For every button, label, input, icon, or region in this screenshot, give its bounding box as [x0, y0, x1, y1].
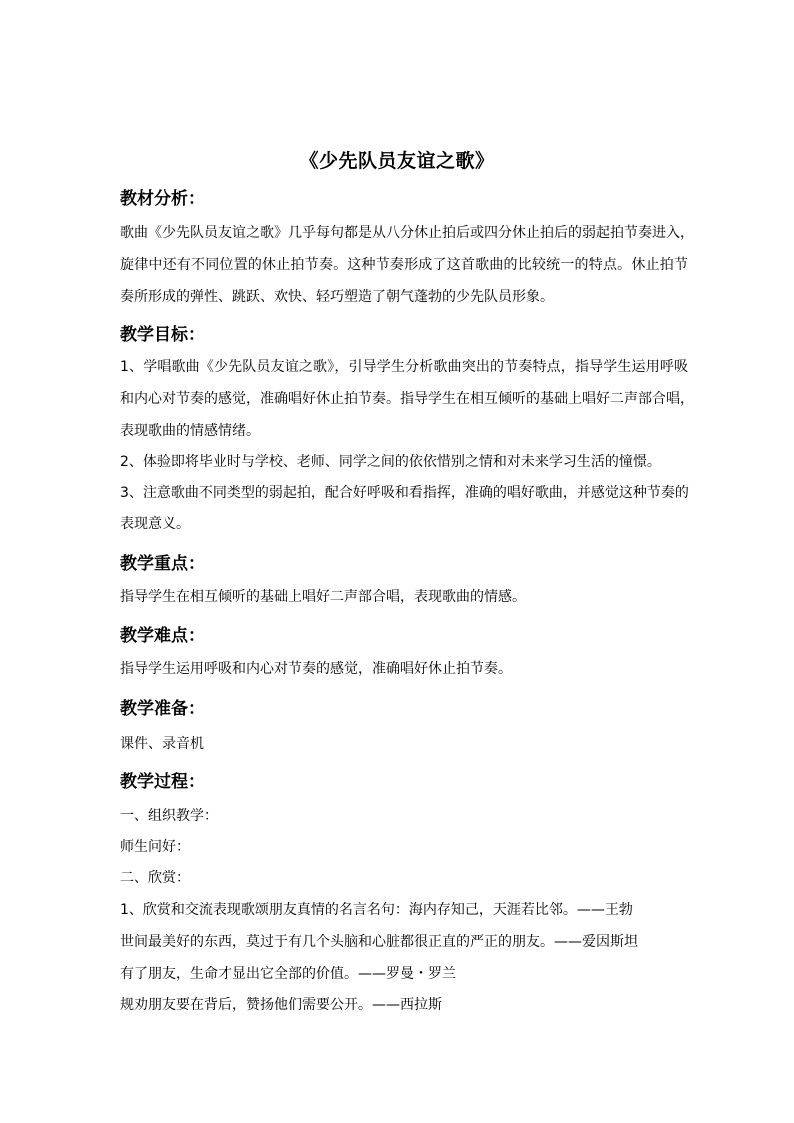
analysis-line-1: 歌曲《少先队员友谊之歌》几乎每句都是从八分休止拍后或四分休止拍后的弱起拍节奏进入， — [120, 225, 694, 241]
process-line-3: 二、欣赏： — [120, 870, 190, 886]
key-points-heading: 教学重点： — [120, 554, 205, 574]
process-line-4: 1、欣赏和交流表现歌颂朋友真情的名言名句：海内存知己，天涯若比邻。——王勃 — [120, 902, 633, 918]
process-line-5: 世间最美好的东西，莫过于有几个头脑和心脏都很正直的严正的朋友。——爱因斯坦 — [120, 934, 638, 950]
preparation-heading: 教学准备： — [120, 699, 205, 719]
goals-line-5: 3、注意歌曲不同类型的弱起拍，配合好呼吸和看指挥，准确的唱好歌曲，并感觉这种节奏的 — [120, 485, 689, 501]
difficulties-line-1: 指导学生运用呼吸和内心对节奏的感觉，准确唱好休止拍节奏。 — [120, 661, 512, 677]
key-points-line-1: 指导学生在相互倾听的基础上唱好二声部合唱，表现歌曲的情感。 — [120, 589, 526, 605]
analysis-line-2: 旋律中还有不同位置的休止拍节奏。这种节奏形成了这首歌曲的比较统一的特点。休止拍节 — [120, 257, 688, 273]
process-line-6: 有了朋友，生命才显出它全部的价值。——罗曼・罗兰 — [120, 966, 456, 982]
goals-line-2: 和内心对节奏的感觉，准确唱好休止拍节奏。指导学生在相互倾听的基础上唱好二声部合唱， — [120, 391, 694, 407]
document-title: 《少先队员友谊之歌》 — [299, 150, 495, 172]
goals-line-1: 1、学唱歌曲《少先队员友谊之歌》，引导学生分析歌曲突出的节奏特点，指导学生运用呼吸 — [120, 359, 688, 375]
process-line-7: 规劝朋友要在背后，赞扬他们需要公开。——西拉斯 — [120, 997, 442, 1013]
goals-line-6: 表现意义。 — [120, 516, 190, 532]
process-line-1: 一、组织教学： — [120, 808, 218, 824]
analysis-heading: 教材分析： — [120, 189, 205, 209]
goals-line-3: 表现歌曲的情感情绪。 — [120, 423, 260, 439]
goals-heading: 教学目标： — [120, 325, 205, 345]
analysis-line-3: 奏所形成的弹性、跳跃、欢快、轻巧塑造了朝气蓬勃的少先队员形象。 — [120, 289, 554, 305]
difficulties-heading: 教学难点： — [120, 626, 205, 646]
goals-line-4: 2、体验即将毕业时与学校、老师、同学之间的依依惜别之情和对未来学习生活的憧憬。 — [120, 454, 661, 470]
process-heading: 教学过程： — [120, 772, 205, 792]
preparation-line-1: 课件、录音机 — [120, 736, 204, 752]
process-line-2: 师生问好： — [120, 839, 190, 855]
